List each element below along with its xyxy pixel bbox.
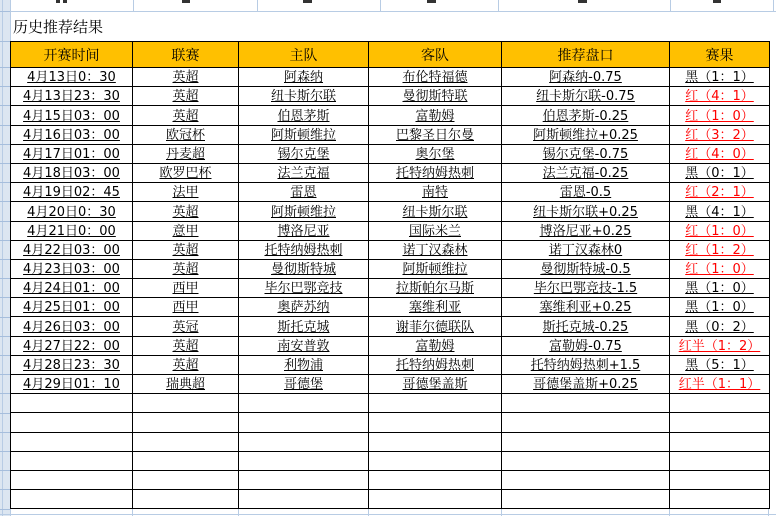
- cell-home[interactable]: 奥萨苏纳: [239, 298, 369, 317]
- cell-handicap[interactable]: 托特纳姆热刺+1.5: [502, 355, 670, 374]
- cell-time[interactable]: 4月25日01：00: [11, 298, 133, 317]
- gutter-row-separator: [0, 393, 10, 394]
- header-handicap[interactable]: 推荐盘口: [502, 42, 670, 68]
- cell-league[interactable]: 英超: [133, 87, 239, 106]
- cell-time[interactable]: 4月20日0：30: [11, 202, 133, 221]
- cell-league[interactable]: 欧冠杯: [133, 125, 239, 144]
- header-home[interactable]: 主队: [239, 42, 369, 68]
- table-row: [11, 221, 770, 240]
- cell-away[interactable]: 诺丁汉森林: [369, 240, 502, 259]
- cell-result[interactable]: 红（1：2）: [670, 240, 770, 259]
- cell-league[interactable]: 法甲: [133, 183, 239, 202]
- header-result[interactable]: 赛果: [670, 42, 770, 68]
- table-row: [11, 240, 770, 259]
- cell-result[interactable]: 黑（4：1）: [670, 202, 770, 221]
- cell-handicap[interactable]: 博洛尼亚+0.25: [502, 221, 670, 240]
- gridline-vertical: [133, 0, 134, 11]
- cell-away[interactable]: 纽卡斯尔联: [369, 202, 502, 221]
- table-row: [11, 87, 770, 106]
- cell-time[interactable]: 4月29日01：10: [11, 375, 133, 394]
- cell-away[interactable]: 塞维利亚: [369, 298, 502, 317]
- cell-time[interactable]: 4月13日23：30: [11, 87, 133, 106]
- table-row: [11, 336, 770, 355]
- cell-handicap[interactable]: 曼彻斯特城-0.5: [502, 259, 670, 278]
- clipped-text-remnant: [63, 0, 67, 3]
- cell-league[interactable]: 英超: [133, 259, 239, 278]
- page-title: 历史推荐结果: [13, 17, 104, 36]
- empty-table-row: [11, 451, 770, 470]
- cell-home[interactable]: 伯恩茅斯: [239, 106, 369, 125]
- gutter-row-separator: [0, 259, 10, 260]
- gutter-row-separator: [0, 86, 10, 87]
- cell-home[interactable]: 南安普敦: [239, 336, 369, 355]
- gutter-row-separator: [0, 67, 10, 68]
- cell-time[interactable]: 4月26日03：00: [11, 317, 133, 336]
- table-row: [11, 298, 770, 317]
- cell-time[interactable]: 4月18日03：00: [11, 163, 133, 182]
- gutter-row-separator: [0, 297, 10, 298]
- clipped-top-cells: [10, 0, 776, 12]
- empty-cell[interactable]: [670, 470, 770, 489]
- cell-handicap[interactable]: 纽卡斯尔联-0.75: [502, 87, 670, 106]
- empty-cell[interactable]: [502, 451, 670, 470]
- table-row: [11, 183, 770, 202]
- cell-time[interactable]: 4月27日22：00: [11, 336, 133, 355]
- cell-league[interactable]: 英超: [133, 355, 239, 374]
- cell-handicap[interactable]: 诺丁汉森林0: [502, 240, 670, 259]
- clipped-text-remnant: [427, 0, 436, 3]
- table-row: [11, 202, 770, 221]
- table-row: [11, 163, 770, 182]
- cell-result[interactable]: 红（4：1）: [670, 87, 770, 106]
- empty-cell[interactable]: [11, 470, 133, 489]
- empty-table-row: [11, 490, 770, 509]
- grid-below-table: [0, 509, 776, 516]
- clipped-text-remnant: [303, 0, 312, 3]
- cell-away[interactable]: 阿斯顿维拉: [369, 259, 502, 278]
- empty-cell[interactable]: [670, 490, 770, 509]
- gutter-row-separator: [0, 11, 10, 12]
- gutter-row-separator: [0, 355, 10, 356]
- gridline-vertical: [773, 0, 774, 11]
- empty-cell[interactable]: [502, 432, 670, 451]
- cell-league[interactable]: 英超: [133, 240, 239, 259]
- cell-home[interactable]: 毕尔巴鄂竞技: [239, 279, 369, 298]
- cell-result[interactable]: 红（4：0）: [670, 144, 770, 163]
- table-row: [11, 125, 770, 144]
- gridline-vertical: [670, 0, 671, 11]
- gridline-vertical: [257, 0, 258, 11]
- cell-home[interactable]: 利物浦: [239, 355, 369, 374]
- empty-cell[interactable]: [369, 413, 502, 432]
- cell-time[interactable]: 4月15日03：00: [11, 106, 133, 125]
- cell-handicap[interactable]: 毕尔巴鄂竞技-1.5: [502, 279, 670, 298]
- cell-home[interactable]: 雷恩: [239, 183, 369, 202]
- cell-result[interactable]: 红（3：2）: [670, 125, 770, 144]
- cell-home[interactable]: 斯托克城: [239, 317, 369, 336]
- cell-home[interactable]: 博洛尼亚: [239, 221, 369, 240]
- empty-cell[interactable]: [670, 394, 770, 413]
- empty-cell[interactable]: [670, 432, 770, 451]
- gutter-row-separator: [0, 41, 10, 42]
- empty-cell[interactable]: [11, 451, 133, 470]
- empty-cell[interactable]: [239, 413, 369, 432]
- cell-home[interactable]: 阿森纳: [239, 68, 369, 87]
- cell-result[interactable]: 黑（1：1）: [670, 68, 770, 87]
- gridline-vertical: [498, 0, 499, 11]
- cell-handicap[interactable]: 伯恩茅斯-0.25: [502, 106, 670, 125]
- sheet-title-cell[interactable]: [13, 12, 103, 40]
- cell-away[interactable]: 布伦特福德: [369, 68, 502, 87]
- clipped-text-remnant: [713, 0, 721, 3]
- header-league[interactable]: 联赛: [133, 42, 239, 68]
- clipped-text-remnant: [578, 0, 587, 3]
- cell-home[interactable]: 纽卡斯尔联: [239, 87, 369, 106]
- cell-result[interactable]: 红（1：0）: [670, 221, 770, 240]
- cell-result[interactable]: 红（1：0）: [670, 259, 770, 278]
- gutter-row-separator: [0, 374, 10, 375]
- table-row: [11, 259, 770, 278]
- empty-cell[interactable]: [11, 490, 133, 509]
- cell-league[interactable]: 西甲: [133, 279, 239, 298]
- table-row: [11, 144, 770, 163]
- empty-cell[interactable]: [239, 451, 369, 470]
- cell-home[interactable]: 法兰克福: [239, 163, 369, 182]
- cell-handicap[interactable]: 纽卡斯尔联+0.25: [502, 202, 670, 221]
- cell-league[interactable]: 英冠: [133, 317, 239, 336]
- empty-table-row: [11, 470, 770, 489]
- cell-time[interactable]: 4月16日03：00: [11, 125, 133, 144]
- header-row: [11, 42, 770, 68]
- empty-cell[interactable]: [11, 413, 133, 432]
- gutter-row-separator: [0, 278, 10, 279]
- cell-away[interactable]: 谢菲尔德联队: [369, 317, 502, 336]
- cell-handicap[interactable]: 哥德堡盖斯+0.25: [502, 375, 670, 394]
- cell-league[interactable]: 意甲: [133, 221, 239, 240]
- clipped-text-remnant: [182, 0, 190, 3]
- cell-league[interactable]: 丹麦超: [133, 144, 239, 163]
- table-row: [11, 375, 770, 394]
- cell-away[interactable]: 哥德堡盖斯: [369, 375, 502, 394]
- cell-league[interactable]: 英超: [133, 202, 239, 221]
- empty-cell[interactable]: [239, 394, 369, 413]
- cell-home[interactable]: 锡尔克堡: [239, 144, 369, 163]
- gutter-row-separator: [0, 451, 10, 452]
- table-row: [11, 317, 770, 336]
- empty-cell[interactable]: [502, 490, 670, 509]
- cell-home[interactable]: 托特纳姆热刺: [239, 240, 369, 259]
- cell-result[interactable]: 黑（5：1）: [670, 355, 770, 374]
- cell-home[interactable]: 阿斯顿维拉: [239, 125, 369, 144]
- cell-league[interactable]: 西甲: [133, 298, 239, 317]
- gutter-row-separator: [0, 163, 10, 164]
- empty-cell[interactable]: [133, 490, 239, 509]
- table-row: [11, 355, 770, 374]
- empty-cell[interactable]: [239, 490, 369, 509]
- cell-handicap[interactable]: 塞维利亚+0.25: [502, 298, 670, 317]
- gutter-row-separator: [0, 432, 10, 433]
- cell-time[interactable]: 4月17日01：00: [11, 144, 133, 163]
- cell-home[interactable]: 曼彻斯特城: [239, 259, 369, 278]
- cell-time[interactable]: 4月24日01：00: [11, 279, 133, 298]
- cell-league[interactable]: 英超: [133, 68, 239, 87]
- cell-home[interactable]: 哥德堡: [239, 375, 369, 394]
- cell-away[interactable]: 富勒姆: [369, 106, 502, 125]
- empty-cell[interactable]: [502, 413, 670, 432]
- empty-cell[interactable]: [133, 451, 239, 470]
- gutter-row-separator: [0, 489, 10, 490]
- cell-time[interactable]: 4月28日23：30: [11, 355, 133, 374]
- empty-cell[interactable]: [369, 451, 502, 470]
- gridline-horizontal: [0, 514, 776, 515]
- empty-cell[interactable]: [133, 432, 239, 451]
- gutter-row-separator: [0, 413, 10, 414]
- table-row: [11, 68, 770, 87]
- empty-cell[interactable]: [369, 470, 502, 489]
- empty-table-row: [11, 413, 770, 432]
- gutter-row-separator: [0, 336, 10, 337]
- empty-cell[interactable]: [670, 413, 770, 432]
- empty-cell[interactable]: [133, 394, 239, 413]
- gutter-row-separator: [0, 182, 10, 183]
- cell-league[interactable]: 英超: [133, 106, 239, 125]
- empty-cell[interactable]: [502, 470, 670, 489]
- cell-away[interactable]: 富勒姆: [369, 336, 502, 355]
- empty-cell[interactable]: [133, 470, 239, 489]
- cell-time[interactable]: 4月22日03：00: [11, 240, 133, 259]
- table-row: [11, 106, 770, 125]
- cell-handicap[interactable]: 阿斯顿维拉+0.25: [502, 125, 670, 144]
- cell-away[interactable]: 国际米兰: [369, 221, 502, 240]
- gutter-row-separator: [0, 201, 10, 202]
- cell-handicap[interactable]: 富勒姆-0.75: [502, 336, 670, 355]
- cell-league[interactable]: 欧罗巴杯: [133, 163, 239, 182]
- empty-table-row: [11, 432, 770, 451]
- cell-time[interactable]: 4月21日0：00: [11, 221, 133, 240]
- gridline-vertical: [380, 0, 381, 11]
- cell-handicap[interactable]: 阿森纳-0.75: [502, 68, 670, 87]
- cell-handicap[interactable]: 斯托克城-0.25: [502, 317, 670, 336]
- cell-away[interactable]: 南特: [369, 183, 502, 202]
- empty-cell[interactable]: [11, 432, 133, 451]
- gutter-row-separator: [0, 144, 10, 145]
- cell-time[interactable]: 4月13日0：30: [11, 68, 133, 87]
- empty-cell[interactable]: [239, 470, 369, 489]
- cell-away[interactable]: 托特纳姆热刺: [369, 355, 502, 374]
- gutter-row-separator: [0, 105, 10, 106]
- cell-result[interactable]: 红半（1：2）: [670, 336, 770, 355]
- cell-home[interactable]: 阿斯顿维拉: [239, 202, 369, 221]
- cell-result[interactable]: 红半（1：1）: [670, 375, 770, 394]
- cell-result[interactable]: 黑（1：0）: [670, 279, 770, 298]
- cell-away[interactable]: 拉斯帕尔马斯: [369, 279, 502, 298]
- empty-cell[interactable]: [369, 490, 502, 509]
- cell-result[interactable]: 黑（1：0）: [670, 298, 770, 317]
- cell-result[interactable]: 红（2：1）: [670, 183, 770, 202]
- cell-away[interactable]: 奥尔堡: [369, 144, 502, 163]
- empty-cell[interactable]: [11, 394, 133, 413]
- gutter-row-separator: [0, 221, 10, 222]
- cell-result[interactable]: 黑（0：2）: [670, 317, 770, 336]
- empty-cell[interactable]: [369, 394, 502, 413]
- header-away[interactable]: 客队: [369, 42, 502, 68]
- cell-away[interactable]: 巴黎圣日尔曼: [369, 125, 502, 144]
- cell-away[interactable]: 曼彻斯特联: [369, 87, 502, 106]
- gutter-row-separator: [0, 240, 10, 241]
- results-table: [10, 41, 770, 509]
- cell-handicap[interactable]: 锡尔克堡-0.75: [502, 144, 670, 163]
- clipped-text-remnant: [56, 0, 60, 3]
- empty-cell[interactable]: [133, 413, 239, 432]
- cell-league[interactable]: 瑞典超: [133, 375, 239, 394]
- cell-result[interactable]: 红（1：0）: [670, 106, 770, 125]
- empty-cell[interactable]: [239, 432, 369, 451]
- gutter-row-separator: [0, 125, 10, 126]
- cell-handicap[interactable]: 雷恩-0.5: [502, 183, 670, 202]
- cell-league[interactable]: 英超: [133, 336, 239, 355]
- empty-cell[interactable]: [502, 394, 670, 413]
- empty-cell[interactable]: [670, 451, 770, 470]
- header-time[interactable]: 开赛时间: [11, 42, 133, 68]
- empty-cell[interactable]: [369, 432, 502, 451]
- cell-time[interactable]: 4月19日02：45: [11, 183, 133, 202]
- gutter-row-separator: [0, 317, 10, 318]
- cell-time[interactable]: 4月23日03：00: [11, 259, 133, 278]
- empty-table-row: [11, 394, 770, 413]
- cell-away[interactable]: 托特纳姆热刺: [369, 163, 502, 182]
- table-row: [11, 279, 770, 298]
- cell-handicap[interactable]: 法兰克福-0.25: [502, 163, 670, 182]
- gutter-inner-line: [2, 0, 3, 516]
- gutter-row-separator: [0, 470, 10, 471]
- cell-result[interactable]: 黑（0：1）: [670, 163, 770, 182]
